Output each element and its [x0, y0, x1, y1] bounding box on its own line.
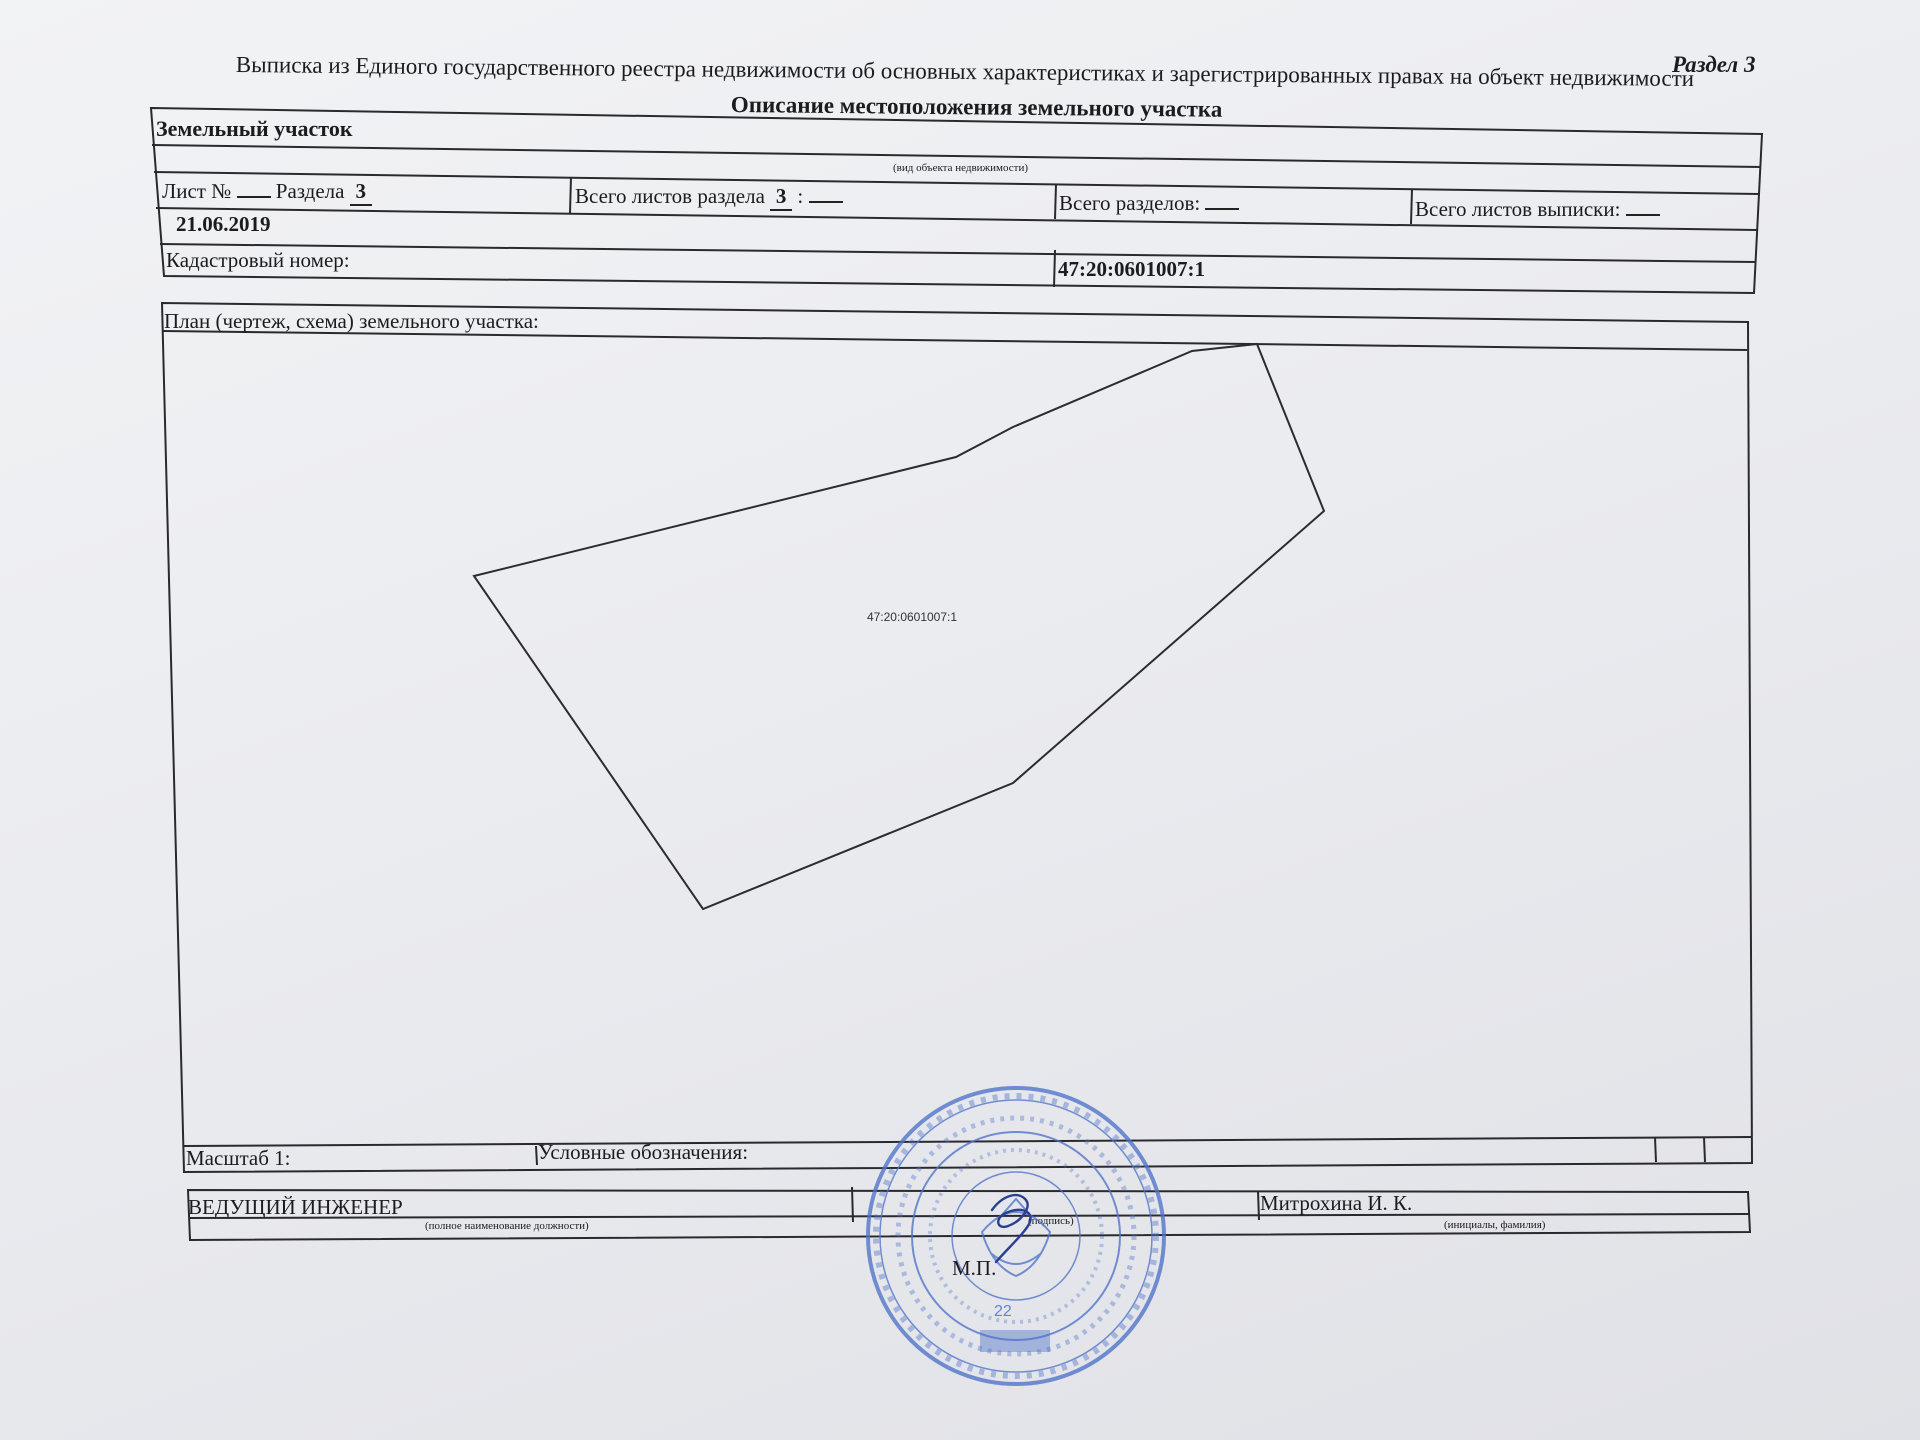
section-label: Раздел 3 — [1672, 52, 1756, 77]
signature-caption: (подпись) — [1028, 1215, 1074, 1227]
parcel-polygon-shape — [474, 344, 1324, 909]
legend-label: Условные обозначения: — [538, 1140, 749, 1164]
seal-mark: М.П. — [952, 1256, 997, 1280]
official-stamp — [862, 1082, 1170, 1390]
header-title: Выписка из Единого государственного реестра недвижимости об основных характеристиках и зарегистрированных правах на объект недвижимости — [235, 52, 1695, 91]
parcel-number-label: 47:20:0601007:1 — [866, 610, 958, 624]
sheet-number-label: Лист № — [162, 179, 232, 203]
total-sheets-field: Всего листов раздела 3 : — [575, 183, 843, 211]
sheet-section-value: 3 — [350, 179, 372, 206]
svg-text:22: 22 — [994, 1303, 1012, 1320]
total-sheets-blank — [809, 183, 843, 203]
sheet-section-label: Раздела — [275, 179, 345, 203]
cadastral-label: Кадастровый номер: — [166, 248, 350, 272]
sheet-number-field — [162, 178, 372, 206]
total-extract-sheets-label: Всего листов выписки: — [1415, 197, 1621, 221]
plan-title: План (чертеж, схема) земельного участка: — [164, 309, 539, 333]
cadastral-number: 47:20:0601007:1 — [1058, 257, 1205, 281]
total-sections-field — [1059, 190, 1239, 216]
signer-position-caption: (полное наименование должности) — [425, 1220, 589, 1232]
signer-name: Митрохина И. К. — [1260, 1191, 1413, 1215]
total-sections-label: Всего разделов: — [1059, 191, 1201, 215]
total-sheets-label: Всего листов раздела — [575, 184, 765, 208]
signer-name-caption: (инициалы, фамилия) — [1444, 1219, 1546, 1231]
signer-position: ВЕДУЩИЙ ИНЖЕНЕР — [188, 1195, 403, 1219]
object-type: Земельный участок — [156, 116, 353, 141]
official-stamp-icon — [862, 1082, 1170, 1390]
date: 21.06.2019 — [176, 212, 271, 236]
object-type-caption: (вид объекта недвижимости) — [893, 162, 1029, 174]
scale-label: Масштаб 1: — [186, 1146, 291, 1170]
total-sheets-value: 3 — [770, 184, 792, 211]
total-extract-sheets-blank — [1626, 196, 1660, 216]
total-extract-sheets-field — [1415, 196, 1660, 222]
sheet-number-blank — [237, 178, 271, 198]
total-sections-blank — [1205, 190, 1239, 210]
header-subtitle: Описание местоположения земельного участка — [730, 92, 1223, 122]
